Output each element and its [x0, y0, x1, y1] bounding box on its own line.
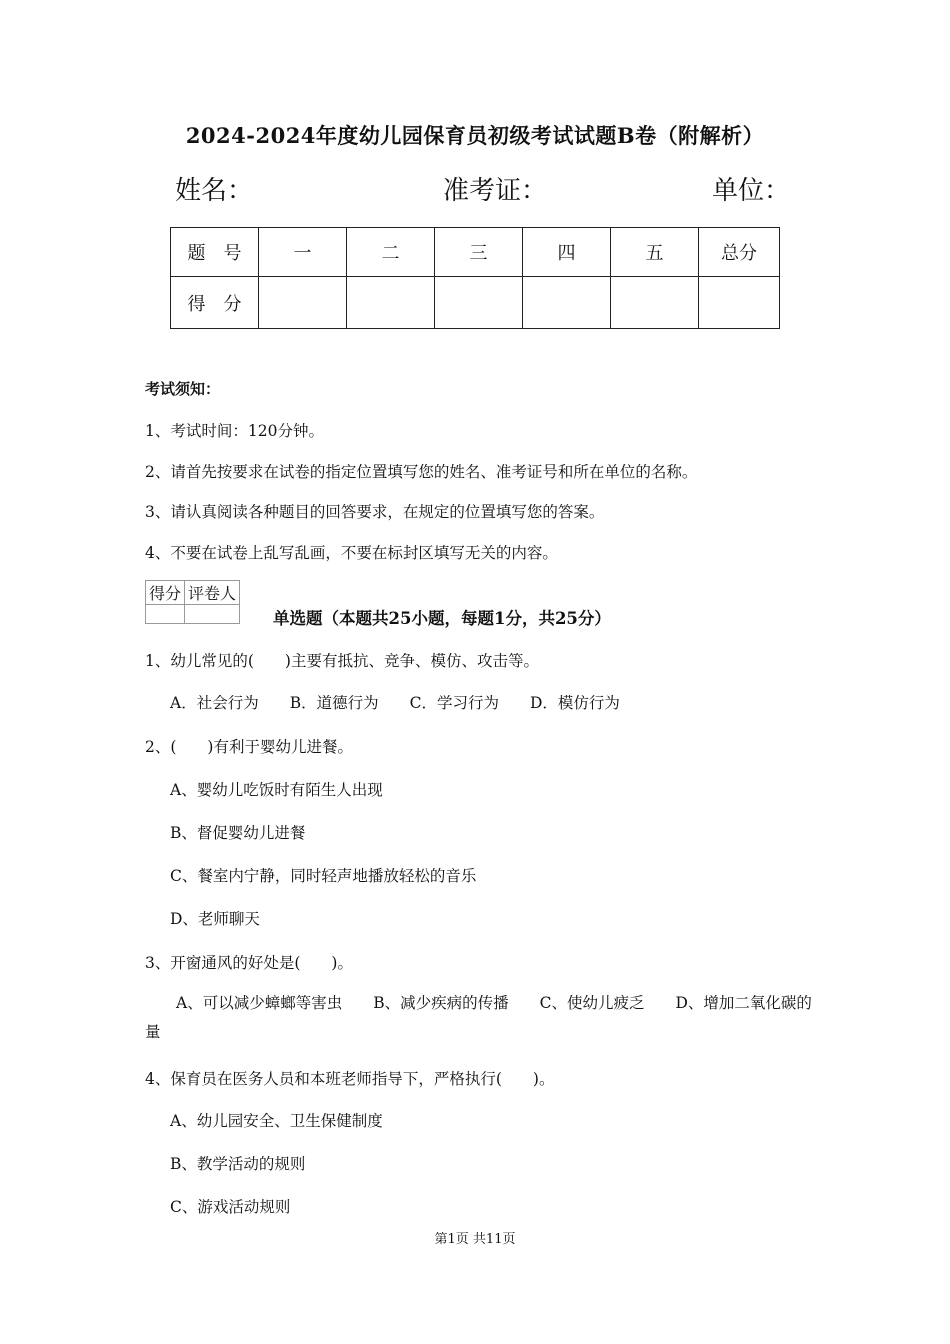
question-1-options: A．社会行为 B．道德行为 C．学习行为 D．模仿行为	[170, 694, 620, 712]
score-header-cell: 二	[347, 228, 435, 277]
question-2-option-c: C、餐室内宁静，同时轻声地播放轻松的音乐	[170, 867, 477, 885]
score-row-label: 得 分	[171, 277, 259, 329]
exam-id-label: 准考证：	[443, 176, 548, 206]
grader-table	[145, 580, 240, 624]
score-header-cell: 题 号	[171, 228, 259, 277]
score-table-score-row	[171, 277, 780, 329]
notice-item: 4、不要在试卷上乱写乱画，不要在标封区填写无关的内容。	[145, 544, 558, 562]
document-title: 2024-2024年度幼儿园保育员初级考试试题B卷（附解析）	[185, 123, 765, 148]
question-2-option-d: D、老师聊天	[170, 910, 260, 928]
question-4: 4、保育员在医务人员和本班老师指导下，严格执行( )。	[145, 1070, 555, 1088]
section-title: 单选题（本题共25小题，每题1分，共25分）	[273, 609, 611, 628]
score-header-cell: 总分	[699, 228, 780, 277]
grader-name-cell[interactable]	[185, 605, 240, 624]
grader-input-row	[146, 605, 240, 624]
grader-score-label: 得分	[146, 581, 185, 605]
score-header-cell: 一	[259, 228, 347, 277]
grader-name-label: 评卷人	[185, 581, 240, 605]
notice-item: 2、请首先按要求在试卷的指定位置填写您的姓名、准考证号和所在单位的名称。	[145, 463, 698, 481]
score-table-header-row	[171, 228, 780, 277]
score-cell[interactable]	[435, 277, 523, 329]
score-cell[interactable]	[259, 277, 347, 329]
score-header-cell: 四	[523, 228, 611, 277]
notice-item: 3、请认真阅读各种题目的回答要求，在规定的位置填写您的答案。	[145, 503, 605, 521]
name-label: 姓名：	[175, 176, 254, 206]
score-header-cell: 五	[611, 228, 699, 277]
unit-label: 单位：	[712, 176, 791, 206]
score-table	[170, 227, 780, 329]
page-footer: 第1页 共11页	[434, 1232, 516, 1247]
question-4-option-a: A、幼儿园安全、卫生保健制度	[170, 1112, 383, 1130]
notice-item: 1、考试时间：120分钟。	[145, 422, 324, 440]
question-2: 2、( )有利于婴幼儿进餐。	[145, 738, 353, 756]
score-cell[interactable]	[699, 277, 780, 329]
grader-score-cell[interactable]	[146, 605, 185, 624]
score-header-cell: 三	[435, 228, 523, 277]
question-4-option-b: B、教学活动的规则	[170, 1155, 306, 1173]
question-2-option-b: B、督促婴幼儿进餐	[170, 824, 306, 842]
question-2-option-a: A、婴幼儿吃饭时有陌生人出现	[170, 781, 383, 799]
question-3: 3、开窗通风的好处是( )。	[145, 954, 353, 972]
score-cell[interactable]	[347, 277, 435, 329]
question-1: 1、幼儿常见的( )主要有抵抗、竞争、模仿、攻击等。	[145, 652, 539, 670]
grader-header-row	[146, 581, 240, 605]
score-cell[interactable]	[523, 277, 611, 329]
notice-heading: 考试须知：	[145, 380, 221, 398]
score-cell[interactable]	[611, 277, 699, 329]
question-4-option-c: C、游戏活动规则	[170, 1198, 291, 1216]
question-3-options: A、可以减少蟑螂等害虫 B、减少疾病的传播 C、使幼儿疲乏 D、增加二氧化碳的量	[145, 994, 812, 1041]
